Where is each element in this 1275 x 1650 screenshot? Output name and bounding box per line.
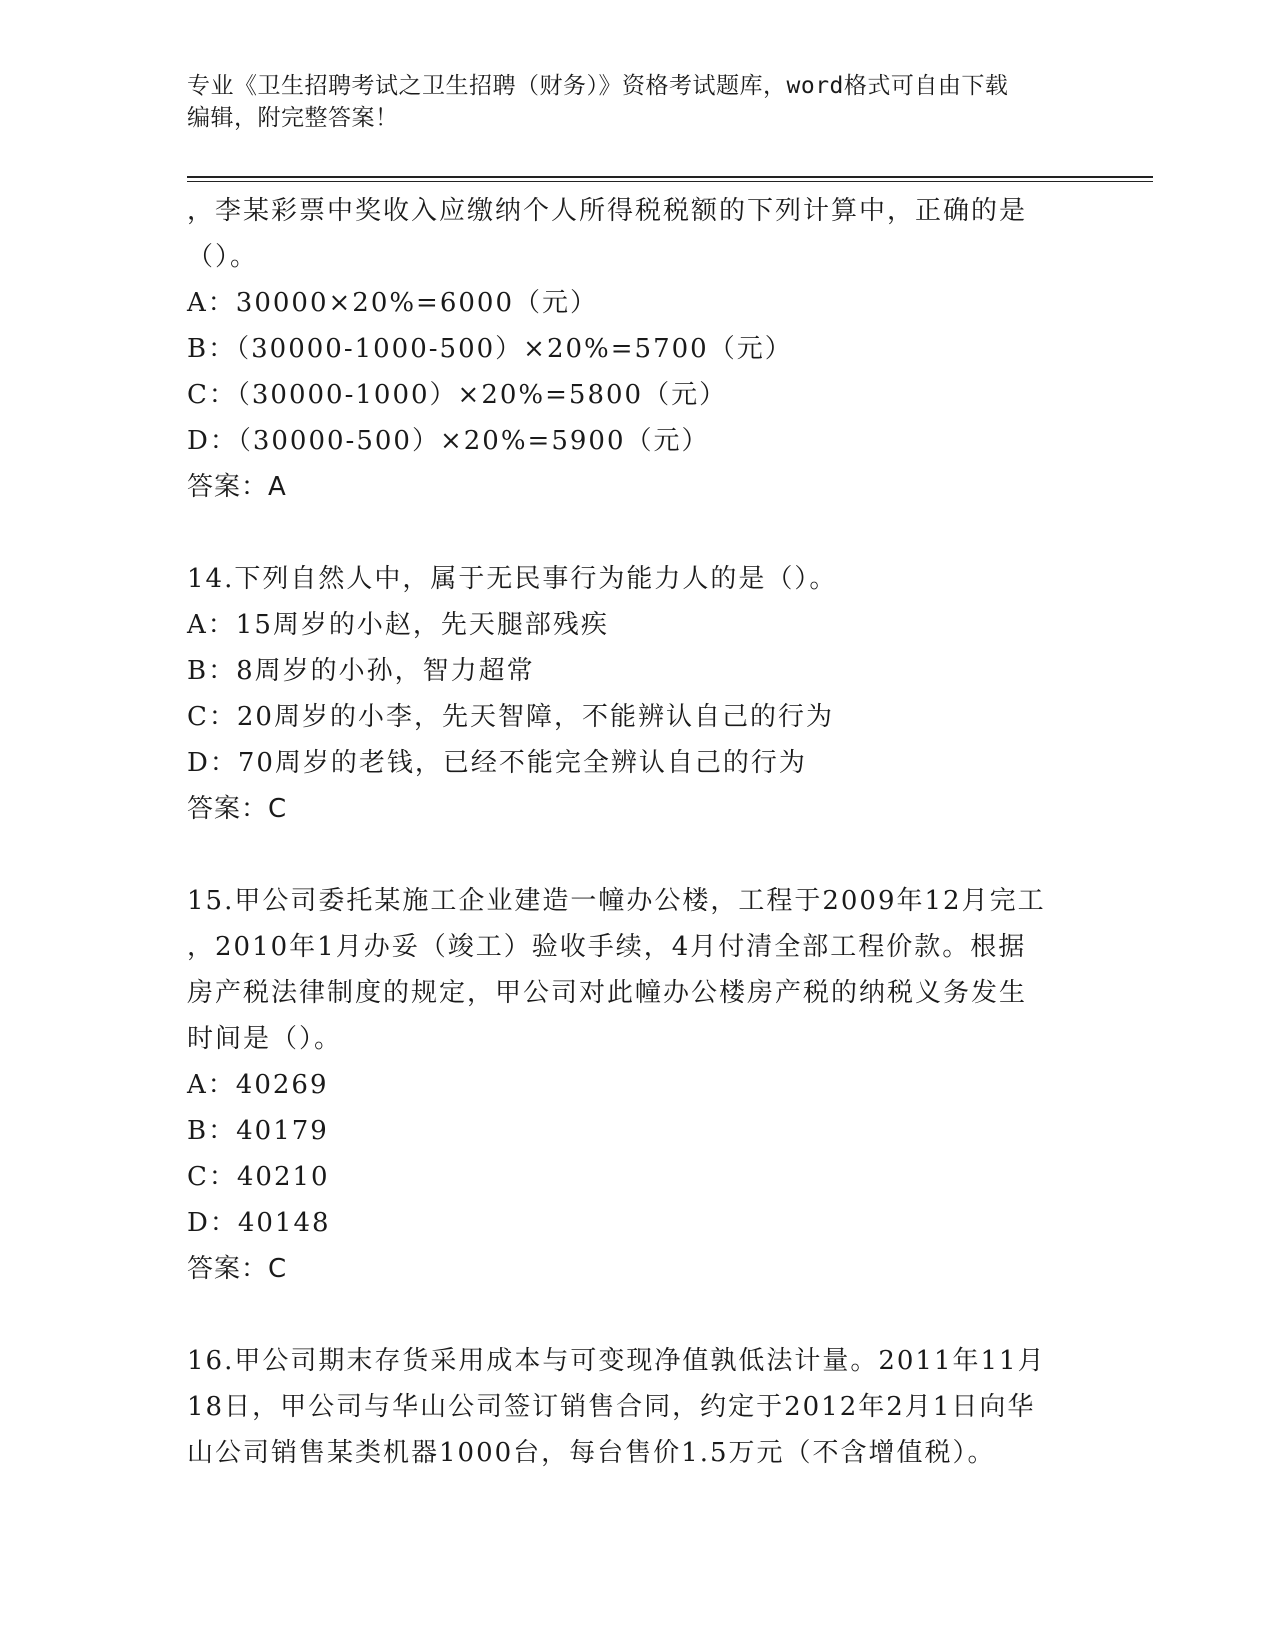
question-list [187,188,1087,1476]
header-rule-thin [187,181,1153,182]
question-stem-line: 18日，甲公司与华山公司签订销售合同，约定于2012年2月1日向华 [187,1392,1036,1422]
question-16 [187,1338,1087,1476]
answer-line: 答案：C [187,1254,288,1284]
question-stem-line: 14.下列自然人中，属于无民事行为能力人的是（）。 [187,564,838,594]
question-14 [187,556,1087,832]
question-stem-line: （）。 [187,242,259,272]
document-header [187,70,1087,134]
option-c: C：20周岁的小李，先天智障，不能辨认自己的行为 [187,702,834,732]
option-d: D：40148 [187,1208,331,1238]
answer-line: 答案：C [187,794,288,824]
spacer [187,1292,1087,1338]
question-stem-line: 房产税法律制度的规定，甲公司对此幢办公楼房产税的纳税义务发生 [187,978,1028,1008]
question-15 [187,878,1087,1292]
spacer [187,510,1087,556]
question-stem-line: 16.甲公司期末存货采用成本与可变现净值孰低法计量。2011年11月 [187,1346,1046,1376]
question-stem-line: ，李某彩票中奖收入应缴纳个人所得税税额的下列计算中，正确的是 [187,196,1028,226]
option-b: B：40179 [187,1116,329,1146]
option-b: B：（30000-1000-500）×20%=5700（元） [187,334,793,364]
answer-line: 答案：A [187,472,287,502]
spacer [187,832,1087,878]
header-rule-thick [187,176,1153,178]
question-stem-line: ，2010年1月办妥（竣工）验收手续，4月付清全部工程价款。根据 [187,932,1027,962]
option-b: B：8周岁的小孙，智力超常 [187,656,535,686]
question-stem-line: 时间是（）。 [187,1024,343,1054]
option-d: D：（30000-500）×20%=5900（元） [187,426,710,456]
option-a: A：40269 [187,1070,329,1100]
option-c: C：40210 [187,1162,330,1192]
question-stem-line: 山公司销售某类机器1000台，每台售价1.5万元（不含增值税）。 [187,1438,996,1468]
option-a: A：30000×20%=6000（元） [187,288,599,318]
header-line-2: 编辑，附完整答案！ [187,105,399,131]
question-stem-line: 15.甲公司委托某施工企业建造一幢办公楼，工程于2009年12月完工 [187,886,1046,916]
option-d: D：70周岁的老钱，已经不能完全辨认自己的行为 [187,748,807,778]
option-a: A：15周岁的小赵，先天腿部残疾 [187,610,609,640]
header-line-1: 专业《卫生招聘考试之卫生招聘（财务）》资格考试题库，word格式可自由下载 [187,73,1009,99]
question-13 [187,188,1087,510]
option-c: C：（30000-1000）×20%=5800（元） [187,380,728,410]
